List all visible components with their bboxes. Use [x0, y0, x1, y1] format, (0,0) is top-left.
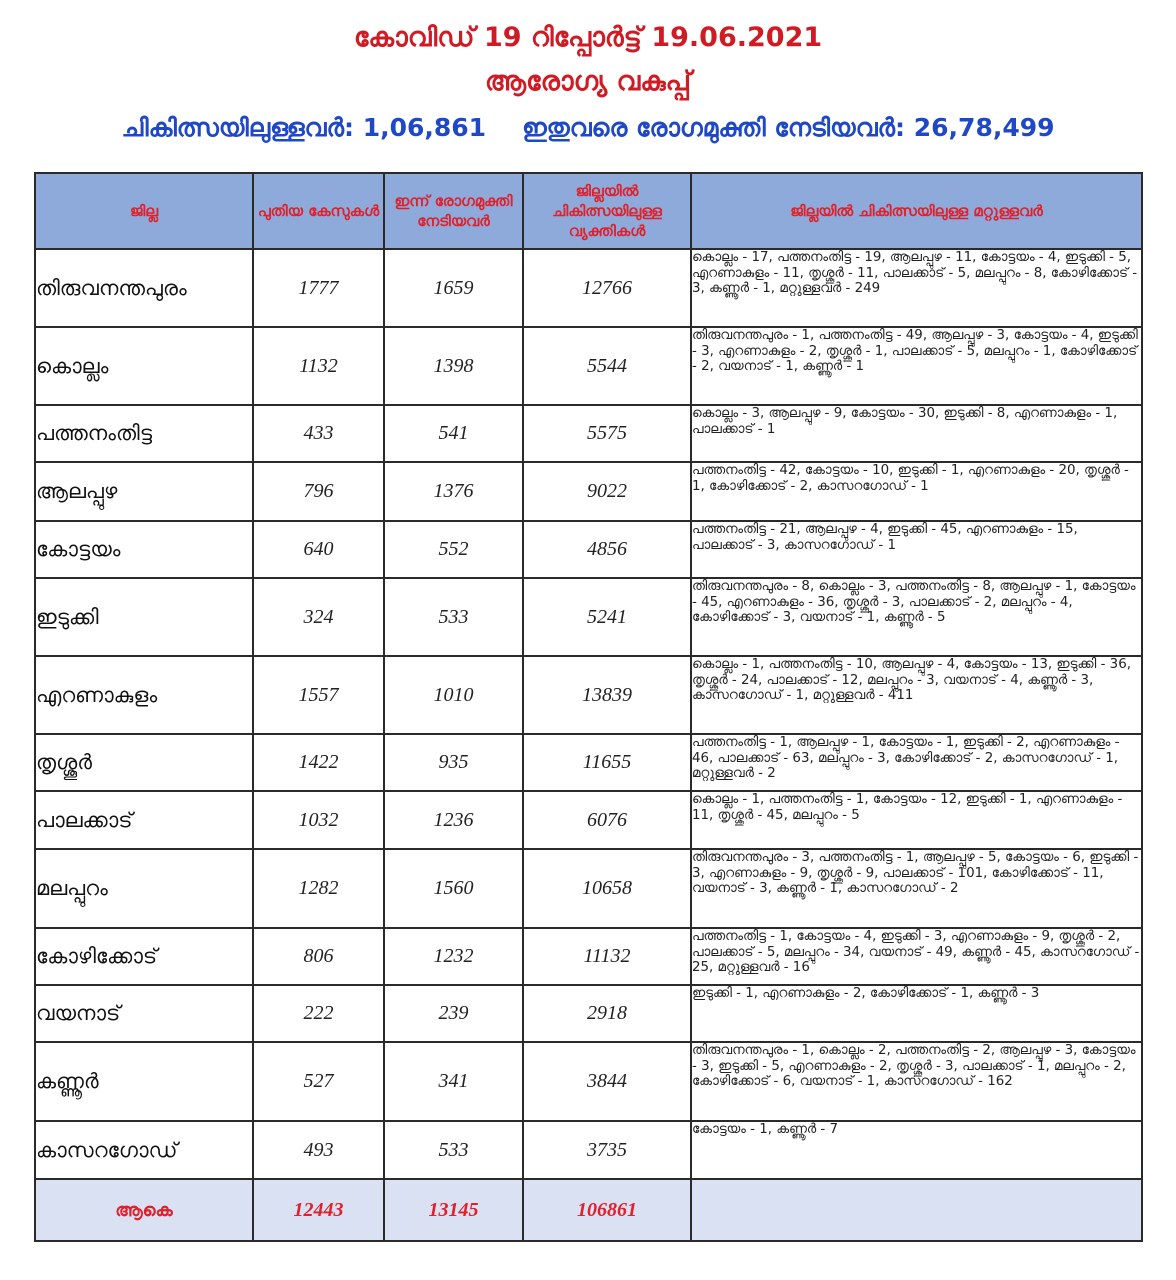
others-in-treatment-cell: തിരുവനന്തപുരം - 8, കൊല്ലം - 3, പത്തനംതിട്ട - 8, ആലപ്പുഴ - 1, കോട്ടയം - 45, എറണാകുളം - 36, തൃശ്ശൂർ - 3, പാലക്കാട് - 2, മലപ്പുറം - 4, കോഴിക്കോട് - 3, വയനാട് - 1, കണ്ണൂർ - 5 — [691, 578, 1142, 656]
recovered-summary: ഇതുവരെ രോഗമുക്തി നേടിയവർ: 26,78,499 — [522, 113, 1055, 142]
under-treatment-cell: 5544 — [523, 327, 691, 405]
table-row — [35, 849, 1142, 928]
table-row — [35, 985, 1142, 1042]
total-row — [35, 1179, 1142, 1241]
new-cases-cell: 640 — [253, 521, 384, 578]
recovered-cell: 1560 — [384, 849, 523, 928]
column-header-under-treatment: ജില്ലയിൽ ചികിത്സയിലുള്ള വ്യക്തികൾ — [523, 173, 691, 249]
district-name: കോഴിക്കോട് — [35, 928, 253, 985]
under-treatment-cell: 9022 — [523, 462, 691, 521]
new-cases-cell: 493 — [253, 1121, 384, 1179]
new-cases-cell: 806 — [253, 928, 384, 985]
under-treatment-cell: 13839 — [523, 656, 691, 734]
recovered-cell: 1232 — [384, 928, 523, 985]
table-row — [35, 578, 1142, 656]
table-row — [35, 405, 1142, 462]
others-in-treatment-cell: തിരുവനന്തപുരം - 1, കൊല്ലം - 2, പത്തനംതിട്ട - 2, ആലപ്പുഴ - 3, കോട്ടയം - 3, ഇടുക്കി - 5, എറണാകുളം - 2, തൃശ്ശൂർ - 3, പാലക്കാട് - 1, മലപ്പുറം - 2, കോഴിക്കോട് - 6, വയനാട് - 1, കാസറഗോഡ് - 162 — [691, 1042, 1142, 1121]
others-in-treatment-cell: കൊല്ലം - 1, പത്തനംതിട്ട - 10, ആലപ്പുഴ - 4, കോട്ടയം - 13, ഇടുക്കി - 36, തൃശ്ശൂർ - 24, പാലക്കാട് - 12, മലപ്പുറം - 3, വയനാട് - 4, കണ്ണൂർ - 3, കാസറഗോഡ് - 1, മറ്റുള്ളവർ - 411 — [691, 656, 1142, 734]
new-cases-cell: 1132 — [253, 327, 384, 405]
district-name: പത്തനംതിട്ട — [35, 405, 253, 462]
new-cases-cell: 796 — [253, 462, 384, 521]
under-treatment-summary: ചികിത്സയിലുള്ളവർ: 1,06,861 — [121, 113, 487, 142]
new-cases-cell: 1422 — [253, 734, 384, 791]
recovered-cell: 341 — [384, 1042, 523, 1121]
others-in-treatment-cell: തിരുവനന്തപുരം - 3, പത്തനംതിട്ട - 1, ആലപ്പുഴ - 5, കോട്ടയം - 6, ഇടുക്കി - 3, എറണാകുളം - 9, തൃശ്ശൂർ - 9, പാലക്കാട് - 101, കോഴിക്കോട് - 11, വയനാട് - 3, കണ്ണൂർ - 1, കാസറഗോഡ് - 2 — [691, 849, 1142, 928]
under-treatment-cell: 5575 — [523, 405, 691, 462]
new-cases-cell: 1032 — [253, 791, 384, 849]
total-recovered: 13145 — [384, 1179, 523, 1241]
others-in-treatment-cell: തിരുവനന്തപുരം - 1, പത്തനംതിട്ട - 49, ആലപ്പുഴ - 3, കോട്ടയം - 4, ഇടുക്കി - 3, എറണാകുളം - 2, തൃശ്ശൂർ - 1, പാലക്കാട് - 5, മലപ്പുറം - 1, കോഴിക്കോട് - 2, വയനാട് - 1, കണ്ണൂർ - 1 — [691, 327, 1142, 405]
total-others — [691, 1179, 1142, 1241]
table-row — [35, 1042, 1142, 1121]
district-name: കൊല്ലം — [35, 327, 253, 405]
column-header-district: ജില്ല — [35, 173, 253, 249]
table-row — [35, 462, 1142, 521]
district-name: തൃശ്ശൂർ — [35, 734, 253, 791]
others-in-treatment-cell: കൊല്ലം - 17, പത്തനംതിട്ട - 19, ആലപ്പുഴ - 11, കോട്ടയം - 4, ഇടുക്കി - 5, എറണാകുളം - 11, തൃശ്ശൂർ - 11, പാലക്കാട് - 5, മലപ്പുറം - 8, കോഴിക്കോട് - 3, കണ്ണൂർ - 1, മറ്റുള്ളവർ - 249 — [691, 249, 1142, 327]
others-in-treatment-cell: പത്തനംതിട്ട - 21, ആലപ്പുഴ - 4, ഇടുക്കി - 45, എറണാകുളം - 15, പാലക്കാട് - 3, കാസറഗോഡ് - 1 — [691, 521, 1142, 578]
table-header-row — [35, 173, 1142, 249]
recovered-cell: 935 — [384, 734, 523, 791]
district-name: കാസറഗോഡ് — [35, 1121, 253, 1179]
new-cases-cell: 1777 — [253, 249, 384, 327]
table-row — [35, 249, 1142, 327]
under-treatment-cell: 3735 — [523, 1121, 691, 1179]
others-in-treatment-cell: പത്തനംതിട്ട - 42, കോട്ടയം - 10, ഇടുക്കി - 1, എറണാകുളം - 20, തൃശ്ശൂർ - 1, കോഴിക്കോട് - 2, കാസറഗോഡ് - 1 — [691, 462, 1142, 521]
district-name: എറണാകുളം — [35, 656, 253, 734]
recovered-cell: 533 — [384, 1121, 523, 1179]
under-treatment-cell: 5241 — [523, 578, 691, 656]
district-name: ഇടുക്കി — [35, 578, 253, 656]
others-in-treatment-cell: കൊല്ലം - 3, ആലപ്പുഴ - 9, കോട്ടയം - 30, ഇടുക്കി - 8, എറണാകുളം - 1, പാലക്കാട് - 1 — [691, 405, 1142, 462]
recovered-cell: 533 — [384, 578, 523, 656]
recovered-cell: 239 — [384, 985, 523, 1042]
recovered-cell: 1236 — [384, 791, 523, 849]
new-cases-cell: 324 — [253, 578, 384, 656]
under-treatment-cell: 11132 — [523, 928, 691, 985]
district-report-table — [34, 172, 1143, 1242]
total-label: ആകെ — [35, 1179, 253, 1241]
district-name: വയനാട് — [35, 985, 253, 1042]
under-treatment-cell: 10658 — [523, 849, 691, 928]
report-title: കോവിഡ് 19 റിപ്പോർട്ട് 19.06.2021 — [353, 22, 823, 53]
new-cases-cell: 527 — [253, 1042, 384, 1121]
under-treatment-cell: 4856 — [523, 521, 691, 578]
under-treatment-cell: 6076 — [523, 791, 691, 849]
summary-line — [0, 113, 1176, 143]
table-row — [35, 734, 1142, 791]
department-name: ആരോഗ്യ വകുപ്പ് — [484, 66, 692, 97]
column-header-recovered-today: ഇന്ന് രോഗമുക്തി നേടിയവർ — [384, 173, 523, 249]
under-treatment-cell: 12766 — [523, 249, 691, 327]
district-name: പാലക്കാട് — [35, 791, 253, 849]
district-name: കണ്ണൂർ — [35, 1042, 253, 1121]
others-in-treatment-cell: കൊല്ലം - 1, പത്തനംതിട്ട - 1, കോട്ടയം - 12, ഇടുക്കി - 1, എറണാകുളം - 11, തൃശ്ശൂർ - 45, മലപ്പുറം - 5 — [691, 791, 1142, 849]
table-row — [35, 1121, 1142, 1179]
district-name: ആലപ്പുഴ — [35, 462, 253, 521]
recovered-cell: 1376 — [384, 462, 523, 521]
column-header-new-cases: പുതിയ കേസുകൾ — [253, 173, 384, 249]
others-in-treatment-cell: പത്തനംതിട്ട - 1, ആലപ്പുഴ - 1, കോട്ടയം - 1, ഇടുക്കി - 2, എറണാകുളം - 46, പാലക്കാട് - 63, മലപ്പുറം - 3, കോഴിക്കോട് - 2, കാസറഗോഡ് - 1, മറ്റുള്ളവർ - 2 — [691, 734, 1142, 791]
table-row — [35, 928, 1142, 985]
others-in-treatment-cell: ഇടുക്കി - 1, എറണാകുളം - 2, കോഴിക്കോട് - 1, കണ്ണൂർ - 3 — [691, 985, 1142, 1042]
under-treatment-cell: 3844 — [523, 1042, 691, 1121]
recovered-cell: 1398 — [384, 327, 523, 405]
new-cases-cell: 433 — [253, 405, 384, 462]
under-treatment-cell: 2918 — [523, 985, 691, 1042]
table-row — [35, 327, 1142, 405]
recovered-cell: 541 — [384, 405, 523, 462]
new-cases-cell: 1282 — [253, 849, 384, 928]
district-name: മലപ്പുറം — [35, 849, 253, 928]
new-cases-cell: 1557 — [253, 656, 384, 734]
new-cases-cell: 222 — [253, 985, 384, 1042]
under-treatment-cell: 11655 — [523, 734, 691, 791]
district-name: കോട്ടയം — [35, 521, 253, 578]
table-row — [35, 521, 1142, 578]
column-header-others-in-treatment: ജില്ലയിൽ ചികിത്സയിലുള്ള മറ്റുള്ളവർ — [691, 173, 1142, 249]
recovered-cell: 1659 — [384, 249, 523, 327]
table-row — [35, 656, 1142, 734]
table-row — [35, 791, 1142, 849]
total-new-cases: 12443 — [253, 1179, 384, 1241]
total-under-treatment: 106861 — [523, 1179, 691, 1241]
recovered-cell: 552 — [384, 521, 523, 578]
others-in-treatment-cell: പത്തനംതിട്ട - 1, കോട്ടയം - 4, ഇടുക്കി - 3, എറണാകുളം - 9, തൃശ്ശൂർ - 2, പാലക്കാട് - 5, മലപ്പുറം - 34, വയനാട് - 49, കണ്ണൂർ - 45, കാസറഗോഡ് - 25, മറ്റുള്ളവർ - 16 — [691, 928, 1142, 985]
district-name: തിരുവനന്തപുരം — [35, 249, 253, 327]
recovered-cell: 1010 — [384, 656, 523, 734]
others-in-treatment-cell: കോട്ടയം - 1, കണ്ണൂർ - 7 — [691, 1121, 1142, 1179]
